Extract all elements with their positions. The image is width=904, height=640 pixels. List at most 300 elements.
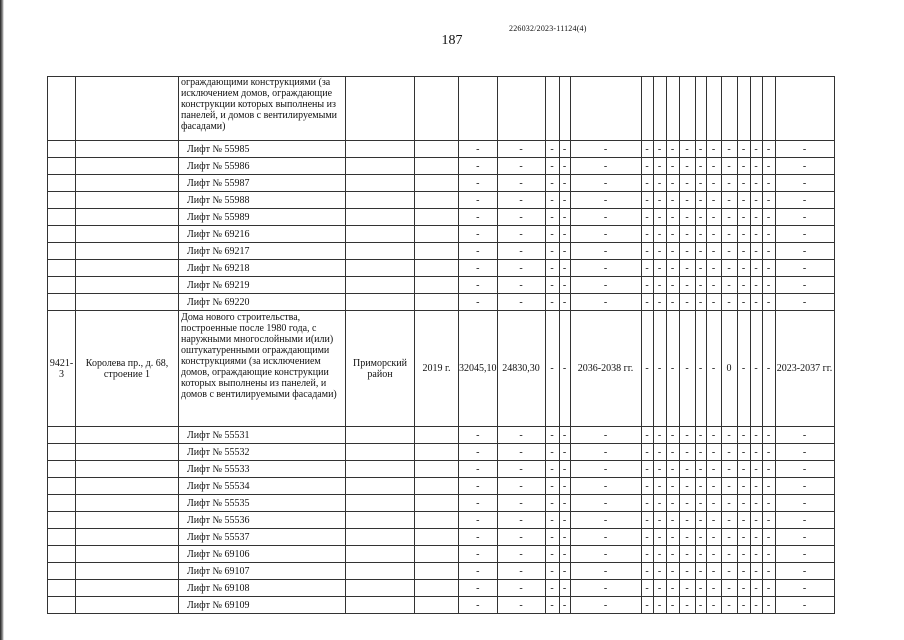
lift-label-text: Лифт № 69219 — [187, 279, 250, 291]
value-cell-text: - — [603, 565, 608, 577]
lift-label — [179, 158, 346, 175]
value-cell — [706, 597, 721, 614]
value-cell-text: - — [741, 245, 746, 257]
value-cell-text: - — [645, 497, 649, 509]
value-cell — [570, 209, 641, 226]
value-cell — [653, 226, 666, 243]
record-address — [76, 311, 179, 427]
value-cell — [545, 461, 559, 478]
value-cell — [653, 243, 666, 260]
value-cell — [545, 444, 559, 461]
value-cell — [706, 427, 721, 444]
value-cell — [666, 77, 679, 141]
value-cell — [545, 243, 559, 260]
record-id-cell — [48, 546, 76, 563]
value-cell-text: - — [657, 463, 662, 475]
lift-label-text: Лифт № 69106 — [187, 548, 250, 560]
flag-cell-text: - — [670, 363, 675, 374]
value-cell — [706, 529, 721, 546]
value-cell — [570, 260, 641, 277]
lift-row — [48, 192, 835, 209]
value-cell — [545, 175, 559, 192]
value-cell-text: - — [698, 531, 703, 543]
value-cell — [415, 77, 459, 141]
year-cell — [415, 260, 459, 277]
document-reference: 226032/2023-11124(4) — [509, 24, 587, 33]
value-cell-text: - — [766, 177, 771, 189]
year-cell — [415, 427, 459, 444]
district-cell — [346, 495, 415, 512]
value-cell-text: - — [698, 194, 703, 206]
value-cell-text: - — [698, 211, 703, 223]
value-cell — [459, 277, 498, 294]
value-cell — [666, 192, 679, 209]
value-cell — [679, 580, 695, 597]
value-cell-text: - — [603, 599, 608, 611]
flag-cell-text: - — [645, 363, 649, 374]
value-cell-text: - — [550, 565, 554, 577]
value-cell — [570, 141, 641, 158]
value-cell-text: - — [802, 463, 807, 475]
value-cell-text: - — [685, 497, 689, 509]
value-cell — [570, 563, 641, 580]
value-cell-text: - — [711, 279, 716, 291]
value-cell-text: - — [476, 480, 480, 492]
value-cell — [721, 546, 737, 563]
value-cell — [775, 444, 834, 461]
value-cell-text: - — [766, 296, 771, 308]
value-cell — [570, 546, 641, 563]
lift-row — [48, 563, 835, 580]
value-cell-text: - — [657, 429, 662, 441]
value-cell — [559, 209, 570, 226]
value-cell — [559, 495, 570, 512]
address-cell — [76, 427, 179, 444]
value-cell — [750, 226, 762, 243]
value-cell — [653, 444, 666, 461]
value-cell — [641, 444, 653, 461]
value-cell — [666, 495, 679, 512]
year-cell — [415, 478, 459, 495]
value-cell — [737, 461, 750, 478]
record-id-cell — [48, 260, 76, 277]
value-cell-text: - — [727, 446, 731, 458]
value-cell-text: - — [645, 531, 649, 543]
value-cell — [775, 77, 834, 141]
value-cell — [497, 478, 545, 495]
value-cell — [750, 427, 762, 444]
value-cell-text: - — [519, 228, 523, 240]
value-cell — [750, 512, 762, 529]
value-cell — [737, 427, 750, 444]
district-cell — [346, 597, 415, 614]
value-cell — [762, 175, 775, 192]
address-cell — [76, 478, 179, 495]
value-cell-text: - — [698, 480, 703, 492]
value-cell-text: - — [476, 599, 480, 611]
flag-cell-text: - — [685, 363, 689, 374]
lift-label-text: Лифт № 55534 — [187, 480, 250, 492]
value-cell — [775, 243, 834, 260]
value-cell-text: - — [685, 177, 689, 189]
value-cell-text: - — [645, 582, 649, 594]
value-cell — [762, 546, 775, 563]
lift-label — [179, 461, 346, 478]
value-cell — [497, 77, 545, 141]
value-cell — [559, 546, 570, 563]
value-cell-text: - — [727, 531, 731, 543]
value-cell-text: - — [550, 262, 554, 274]
value-cell — [497, 294, 545, 311]
house-description — [179, 311, 346, 427]
record-id-cell — [48, 495, 76, 512]
lift-label-text: Лифт № 55533 — [187, 463, 250, 475]
value-cell-text: - — [519, 599, 523, 611]
value-cell-text: - — [645, 296, 649, 308]
value-cell-text: - — [550, 548, 554, 560]
value-cell — [653, 175, 666, 192]
value-cell — [545, 546, 559, 563]
district — [346, 311, 415, 427]
value-cell — [570, 444, 641, 461]
value-cell — [559, 478, 570, 495]
district-cell — [346, 226, 415, 243]
value-cell-text: - — [550, 194, 554, 206]
lift-row — [48, 209, 835, 226]
value-cell-text: - — [711, 262, 716, 274]
year-cell — [415, 597, 459, 614]
value-cell-text: - — [657, 565, 662, 577]
value-cell — [459, 427, 498, 444]
house-description-text: ограждающими конструкциями (за исключением домов, ограждающие конструкции которых выполнены из панелей, и домов с вентилируемыми фасадами) — [181, 77, 338, 132]
value-cell-text: - — [657, 582, 662, 594]
value-cell-text: - — [711, 497, 716, 509]
value-cell — [737, 546, 750, 563]
value-cell-text: - — [711, 143, 716, 155]
value-cell-text: - — [711, 160, 716, 172]
value-cell-text: - — [550, 463, 554, 475]
lift-row — [48, 597, 835, 614]
value-cell — [545, 597, 559, 614]
value-cell — [695, 478, 706, 495]
value-cell-text: - — [685, 296, 689, 308]
value-cell-text: - — [562, 279, 567, 291]
value-cell-text: - — [766, 429, 771, 441]
value-cell — [695, 461, 706, 478]
value-cell-text: - — [550, 599, 554, 611]
value-cell — [459, 226, 498, 243]
value-cell-text: - — [711, 531, 716, 543]
value-cell-text: - — [657, 296, 662, 308]
value-cell — [721, 226, 737, 243]
value-cell-text: - — [766, 143, 771, 155]
value-cell-text: - — [670, 463, 675, 475]
value-cell — [737, 243, 750, 260]
value-cell-text: - — [741, 262, 746, 274]
value-cell-text: - — [670, 245, 675, 257]
value-cell-text: - — [519, 211, 523, 223]
value-cell — [762, 529, 775, 546]
lift-row — [48, 158, 835, 175]
value-cell — [641, 461, 653, 478]
value-cell — [559, 512, 570, 529]
value-cell — [459, 546, 498, 563]
flag-cell-text: - — [741, 363, 746, 374]
value-cell — [497, 444, 545, 461]
record-id-cell — [48, 243, 76, 260]
value-cell-text: - — [711, 194, 716, 206]
value-cell — [459, 461, 498, 478]
value-cell-text: - — [802, 211, 807, 223]
value-cell-text: - — [645, 177, 649, 189]
value-cell — [679, 427, 695, 444]
value-cell-text: - — [670, 599, 675, 611]
year-cell — [415, 158, 459, 175]
value-cell-text: - — [562, 548, 567, 560]
value-cell — [750, 495, 762, 512]
value-cell — [750, 529, 762, 546]
value-cell-text: - — [754, 279, 758, 291]
value-cell-text: - — [603, 262, 608, 274]
flag-cell-text: - — [766, 363, 771, 374]
value-cell-text: - — [603, 446, 608, 458]
value-cell — [666, 546, 679, 563]
value-cell — [545, 311, 559, 427]
value-cell-text: - — [802, 160, 807, 172]
lift-label — [179, 512, 346, 529]
value-cell — [641, 260, 653, 277]
value-cell-text: - — [754, 463, 758, 475]
value-cell-text: - — [754, 262, 758, 274]
value-cell-text: - — [550, 446, 554, 458]
value-cell-text: - — [562, 160, 567, 172]
value-cell-text: - — [741, 599, 746, 611]
total-area — [459, 311, 498, 427]
value-cell — [570, 580, 641, 597]
value-cell-text: - — [727, 160, 731, 172]
value-cell-text: - — [727, 514, 731, 526]
value-cell — [653, 427, 666, 444]
value-cell — [666, 158, 679, 175]
value-cell — [695, 141, 706, 158]
value-cell-text: - — [657, 279, 662, 291]
value-cell-text: - — [550, 211, 554, 223]
value-cell — [653, 546, 666, 563]
value-cell — [641, 478, 653, 495]
year-cell — [415, 141, 459, 158]
record-id-cell — [48, 597, 76, 614]
value-cell-text: - — [685, 565, 689, 577]
value-cell — [497, 597, 545, 614]
value-cell — [762, 77, 775, 141]
value-cell — [497, 529, 545, 546]
value-cell — [737, 77, 750, 141]
value-cell — [559, 597, 570, 614]
value-cell — [641, 427, 653, 444]
flag-cell-text: - — [711, 363, 716, 374]
value-cell-text: - — [670, 143, 675, 155]
value-cell-text: - — [645, 599, 649, 611]
address-cell — [76, 158, 179, 175]
value-cell — [721, 529, 737, 546]
value-cell — [559, 311, 570, 427]
value-cell — [679, 461, 695, 478]
lift-label — [179, 580, 346, 597]
value-cell — [706, 444, 721, 461]
value-cell — [679, 260, 695, 277]
value-cell-text: - — [802, 279, 807, 291]
district-cell — [346, 158, 415, 175]
value-cell — [706, 158, 721, 175]
value-cell — [653, 529, 666, 546]
value-cell-text: - — [603, 582, 608, 594]
value-cell — [653, 597, 666, 614]
lift-label-text: Лифт № 69216 — [187, 228, 250, 240]
value-cell — [545, 512, 559, 529]
address-cell — [76, 294, 179, 311]
value-cell — [721, 478, 737, 495]
value-cell — [721, 512, 737, 529]
record-id-cell — [48, 77, 76, 141]
living-area-text: 24830,30 — [502, 363, 540, 374]
value-cell — [762, 192, 775, 209]
value-cell — [459, 563, 498, 580]
value-cell — [641, 158, 653, 175]
build-year — [415, 311, 459, 427]
lift-label — [179, 294, 346, 311]
value-cell — [497, 260, 545, 277]
program-term — [775, 311, 834, 427]
value-cell-text: - — [670, 514, 675, 526]
value-cell — [497, 495, 545, 512]
value-cell-text: - — [711, 463, 716, 475]
value-cell — [497, 243, 545, 260]
value-cell — [721, 192, 737, 209]
value-cell-text: - — [711, 296, 716, 308]
value-cell-text: - — [603, 177, 608, 189]
address-cell — [76, 580, 179, 597]
value-cell — [775, 546, 834, 563]
lift-label — [179, 226, 346, 243]
value-cell-text: - — [670, 531, 675, 543]
value-cell-text: - — [670, 177, 675, 189]
value-cell — [706, 580, 721, 597]
value-cell-text: - — [685, 211, 689, 223]
value-cell-text: - — [645, 463, 649, 475]
value-cell-text: - — [727, 194, 731, 206]
value-cell-text: - — [670, 497, 675, 509]
value-cell-text: - — [645, 211, 649, 223]
record-id-cell — [48, 277, 76, 294]
flag-cell — [737, 311, 750, 427]
value-cell-text: - — [519, 582, 523, 594]
value-cell-text: - — [550, 363, 554, 374]
value-cell-text: - — [754, 446, 758, 458]
value-cell-text: - — [711, 429, 716, 441]
value-cell-text: - — [741, 177, 746, 189]
value-cell — [695, 427, 706, 444]
value-cell — [706, 243, 721, 260]
value-cell-text: - — [550, 429, 554, 441]
value-cell — [775, 529, 834, 546]
repair-period — [570, 311, 641, 427]
value-cell-text: - — [476, 211, 480, 223]
lift-label-text: Лифт № 55989 — [187, 211, 250, 223]
value-cell — [459, 512, 498, 529]
value-cell-text: - — [670, 211, 675, 223]
value-cell — [679, 512, 695, 529]
address-cell — [76, 546, 179, 563]
lift-label — [179, 243, 346, 260]
value-cell — [545, 495, 559, 512]
value-cell — [459, 529, 498, 546]
value-cell-text: - — [603, 514, 608, 526]
value-cell — [679, 209, 695, 226]
year-cell — [415, 495, 459, 512]
house-record-row — [48, 311, 835, 427]
value-cell-text: - — [754, 565, 758, 577]
value-cell-text: - — [657, 177, 662, 189]
value-cell — [695, 158, 706, 175]
value-cell-text: - — [562, 143, 567, 155]
value-cell-text: - — [741, 429, 746, 441]
value-cell — [641, 209, 653, 226]
value-cell — [695, 192, 706, 209]
value-cell-text: - — [562, 514, 567, 526]
value-cell-text: - — [476, 463, 480, 475]
value-cell-text: - — [519, 514, 523, 526]
lift-row — [48, 478, 835, 495]
value-cell — [706, 277, 721, 294]
year-cell — [415, 192, 459, 209]
record-id-cell — [48, 478, 76, 495]
value-cell-text: - — [670, 480, 675, 492]
value-cell-text: - — [519, 463, 523, 475]
value-cell — [737, 512, 750, 529]
record-id-text: 9421-3 — [49, 357, 74, 380]
lift-label — [179, 495, 346, 512]
value-cell-text: - — [802, 194, 807, 206]
value-cell-text: - — [645, 194, 649, 206]
value-cell-text: - — [519, 497, 523, 509]
value-cell — [775, 580, 834, 597]
value-cell — [750, 209, 762, 226]
value-cell — [706, 512, 721, 529]
value-cell — [721, 243, 737, 260]
value-cell — [695, 546, 706, 563]
value-cell-text: - — [711, 514, 716, 526]
value-cell-text: - — [727, 463, 731, 475]
value-cell — [721, 563, 737, 580]
value-cell-text: - — [519, 177, 523, 189]
value-cell-text: - — [562, 565, 567, 577]
value-cell-text: - — [802, 296, 807, 308]
address-cell — [76, 209, 179, 226]
value-cell-text: - — [645, 262, 649, 274]
value-cell-text: - — [645, 143, 649, 155]
value-cell-text: - — [670, 565, 675, 577]
value-cell — [497, 141, 545, 158]
value-cell-text: - — [802, 446, 807, 458]
value-cell-text: - — [645, 228, 649, 240]
value-cell-text: - — [685, 228, 689, 240]
value-cell — [653, 563, 666, 580]
value-cell-text: - — [698, 160, 703, 172]
value-cell — [653, 141, 666, 158]
record-id-cell — [48, 461, 76, 478]
value-cell — [653, 478, 666, 495]
value-cell-text: - — [603, 429, 608, 441]
